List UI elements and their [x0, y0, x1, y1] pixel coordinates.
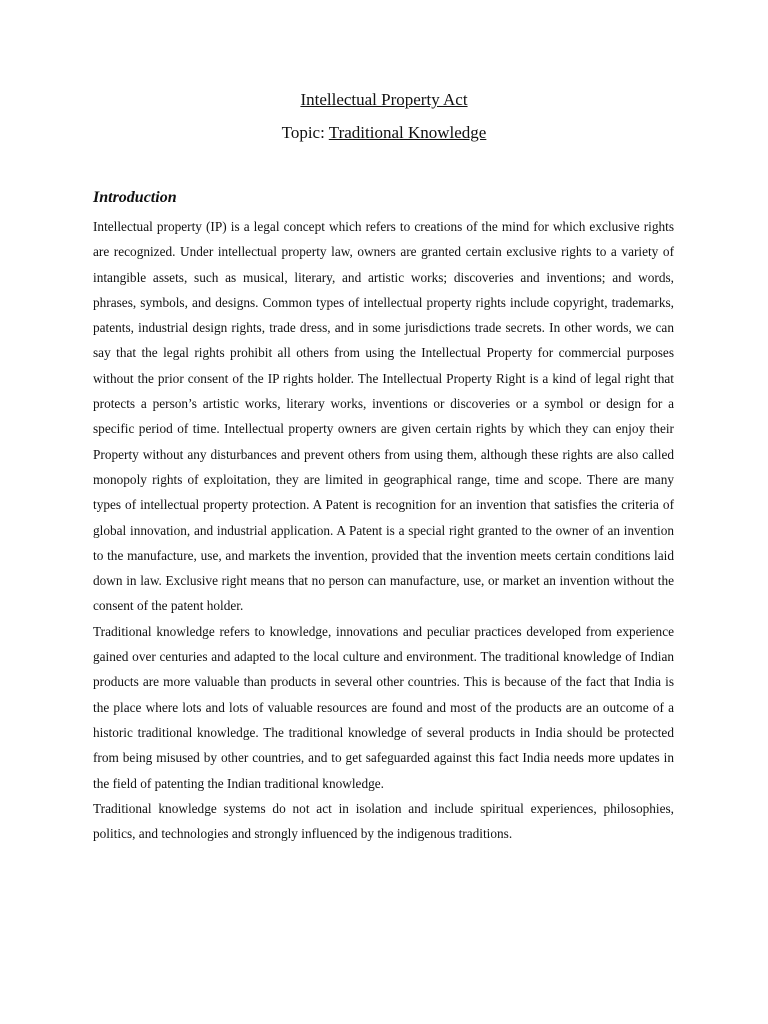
- paragraph-traditional-knowledge: Traditional knowledge refers to knowledge, innovations and peculiar practices developed from experience gained over centuries and adapted to the local culture and environment. The traditional knowledge of Indian products are more valuable than products in several other countries. This is because of the fact that India is the place where lots and lots of valuable resources are found and most of the products are an outcome of a historic traditional knowledge. The traditional knowledge of several products in India should be protected from being misused by other countries, and to get safeguarded against this fact India needs more updates in the field of patenting the Indian traditional knowledge.: [93, 623, 674, 791]
- body-text: [93, 214, 674, 846]
- document-title: Intellectual Property Act: [300, 90, 468, 109]
- topic-value: Traditional Knowledge: [328, 123, 487, 142]
- topic-line: [0, 123, 768, 143]
- paragraph-intellectual-property: Intellectual property (IP) is a legal concept which refers to creations of the mind for which exclusive rights are recognized. Under intellectual property law, owners are granted certain exclusive rights to a variety of intangible assets, such as musical, literary, and artistic works; discoveries and inventions; and words, phrases, symbols, and designs. Common types of intellectual property rights include copyright, trademarks, patents, industrial design rights, trade dress, and in some jurisdictions trade secrets. In other words, we can say that the legal rights prohibit all others from using the Intellectual Property for commercial purposes without the prior consent of the IP rights holder. The Intellectual Property Right is a kind of legal right that protects a person’s artistic works, literary works, inventions or discoveries or a symbol or design for a specific period of time. Intellectual property owners are given certain rights by which they can enjoy their Property without any disturbances and prevent others from using them, although these rights are also called monopoly rights of exploitation, they are limited in geographical range, time and scope. There are many types of intellectual property protection. A Patent is recognition for an invention that satisfies the criteria of global innovation, and industrial application. A Patent is a special right granted to the owner of an invention to the manufacture, use, and markets the invention, provided that the invention meets certain conditions laid down in law. Exclusive right means that no person can manufacture, use, or market an invention without the consent of the patent holder.: [93, 219, 674, 614]
- topic-label: Topic:: [281, 123, 329, 142]
- paragraph-knowledge-systems: Traditional knowledge systems do not act in isolation and include spiritual experiences, philosophies, politics, and technologies and strongly influenced by the indigenous traditions.: [93, 800, 674, 842]
- section-heading-introduction: Introduction: [93, 189, 177, 206]
